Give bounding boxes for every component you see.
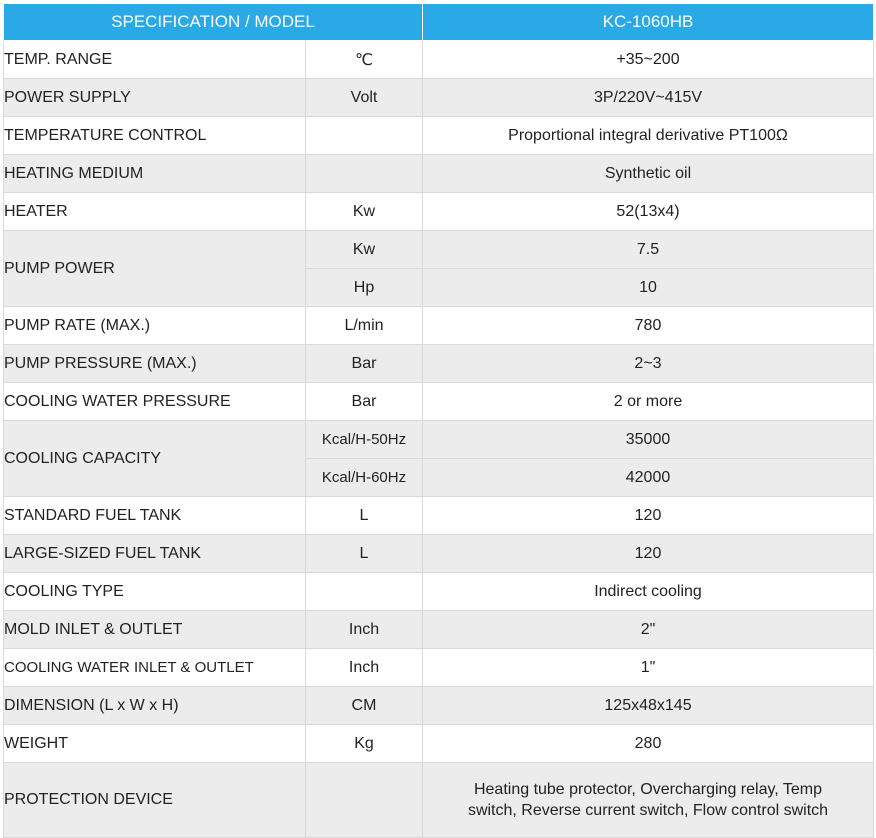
spec-value: 3P/220V~415V [423,79,874,117]
spec-unit: Bar [306,383,423,421]
spec-unit [306,155,423,193]
spec-unit: Kw [306,231,423,269]
spec-unit: Bar [306,345,423,383]
spec-name: HEATER [4,193,306,231]
table-row-heating-medium [4,155,874,193]
spec-value: 42000 [423,459,874,497]
spec-name: COOLING WATER INLET & OUTLET [4,649,306,687]
table-row-standard-fuel-tank [4,497,874,535]
spec-value: 2 or more [423,383,874,421]
spec-unit: Inch [306,649,423,687]
header-row [4,4,874,41]
spec-value: 2" [423,611,874,649]
spec-unit [306,573,423,611]
table-row-protection-device [4,763,874,838]
spec-unit: Kcal/H-60Hz [306,459,423,497]
table-row-pump-pressure [4,345,874,383]
spec-name: PUMP POWER [4,231,306,307]
spec-name: PUMP RATE (MAX.) [4,307,306,345]
table-row-pump-rate [4,307,874,345]
spec-value: 10 [423,269,874,307]
spec-value: Indirect cooling [423,573,874,611]
spec-value: 780 [423,307,874,345]
spec-unit: ℃ [306,41,423,79]
spec-name: COOLING TYPE [4,573,306,611]
spec-unit: Hp [306,269,423,307]
spec-value: 7.5 [423,231,874,269]
spec-unit: Kg [306,725,423,763]
spec-value: 2~3 [423,345,874,383]
spec-unit: L [306,535,423,573]
spec-unit [306,117,423,155]
table-row-temp-range [4,41,874,79]
table-row-heater [4,193,874,231]
spec-name: PROTECTION DEVICE [4,763,306,838]
spec-name: PUMP PRESSURE (MAX.) [4,345,306,383]
spec-value: 125x48x145 [423,687,874,725]
spec-value: 52(13x4) [423,193,874,231]
spec-name: STANDARD FUEL TANK [4,497,306,535]
table-row-power-supply [4,79,874,117]
table-row-pump-power [4,231,874,269]
spec-value: 1" [423,649,874,687]
table-row-cooling-water-pressure [4,383,874,421]
spec-name: HEATING MEDIUM [4,155,306,193]
spec-unit [306,763,423,838]
spec-unit: L/min [306,307,423,345]
spec-name: MOLD INLET & OUTLET [4,611,306,649]
spec-name: COOLING CAPACITY [4,421,306,497]
spec-value-line: switch, Reverse current switch, Flow control switch [467,802,829,819]
spec-value: 120 [423,535,874,573]
model-header: KC-1060HB [423,4,874,41]
table-row-temperature-control [4,117,874,155]
table-row-dimension [4,687,874,725]
spec-table [3,3,874,838]
spec-unit: Volt [306,79,423,117]
spec-unit: L [306,497,423,535]
spec-name: TEMPERATURE CONTROL [4,117,306,155]
table-row-cooling-type [4,573,874,611]
spec-name: DIMENSION (L x W x H) [4,687,306,725]
spec-model-header: SPECIFICATION / MODEL [4,4,423,41]
table-row-cooling-water-inlet-outlet [4,649,874,687]
spec-name: WEIGHT [4,725,306,763]
spec-value: 280 [423,725,874,763]
table-row-weight [4,725,874,763]
spec-name: POWER SUPPLY [4,79,306,117]
spec-name: COOLING WATER PRESSURE [4,383,306,421]
spec-value: 120 [423,497,874,535]
table-row-cooling-capacity [4,421,874,459]
spec-name: TEMP. RANGE [4,41,306,79]
spec-unit: Inch [306,611,423,649]
table-row-large-fuel-tank [4,535,874,573]
spec-unit: Kcal/H-50Hz [306,421,423,459]
spec-unit: CM [306,687,423,725]
spec-value: +35~200 [423,41,874,79]
table-row-mold-inlet-outlet [4,611,874,649]
spec-name: LARGE-SIZED FUEL TANK [4,535,306,573]
spec-value: 35000 [423,421,874,459]
spec-unit: Kw [306,193,423,231]
spec-value [423,763,874,838]
spec-value: Proportional integral derivative PT100Ω [423,117,874,155]
spec-value: Synthetic oil [423,155,874,193]
spec-value-line: Heating tube protector, Overcharging relay, Temp [473,781,823,798]
